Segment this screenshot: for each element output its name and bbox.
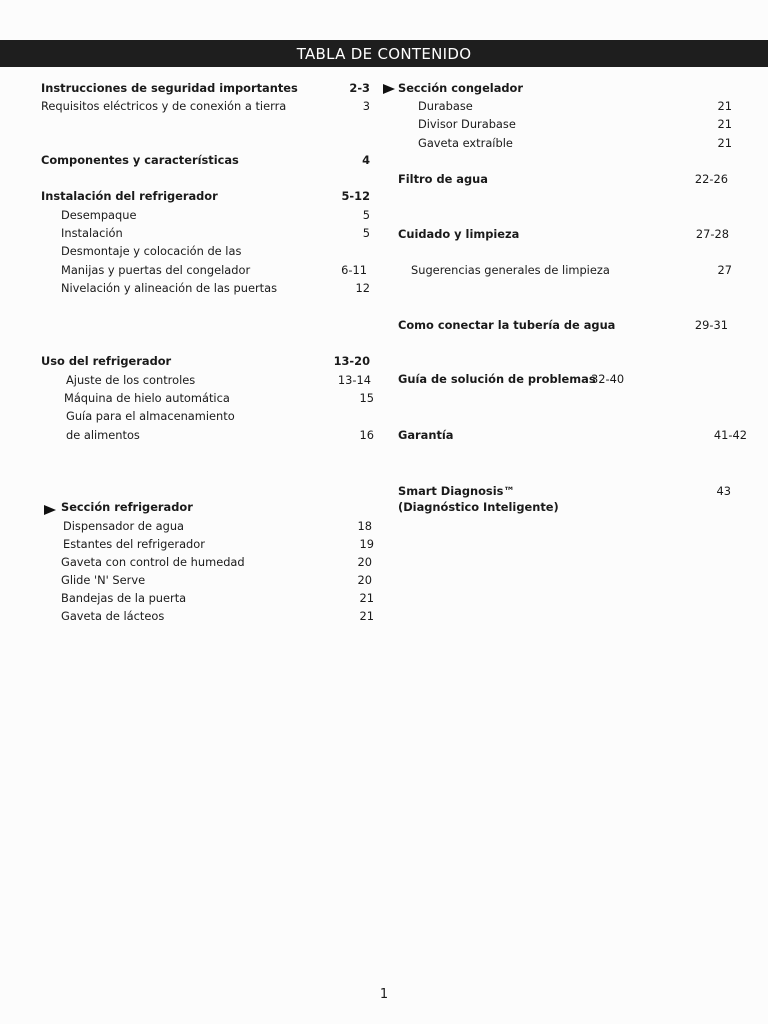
toc-page-tuberia: 29-31 (694, 318, 728, 332)
toc-entry-seccion-refrigerador[interactable]: Sección refrigerador (61, 500, 193, 514)
toc-page-instalacion: 5-12 (341, 189, 370, 203)
toc-page-instalacion-sub: 5 (362, 226, 370, 240)
page-title: TABLA DE CONTENIDO (0, 40, 768, 67)
toc-page-lacteos: 21 (359, 609, 374, 623)
toc-page-problemas: 32-40 (591, 372, 625, 386)
toc-entry-instalacion-sub[interactable]: Instalación (61, 226, 123, 240)
toc-page-bandejas: 21 (359, 591, 374, 605)
toc-page-ajuste: 13-14 (337, 373, 371, 387)
toc-page-estantes: 19 (359, 537, 374, 551)
toc-page-componentes: 4 (362, 153, 370, 167)
toc-entry-desmontaje-line1[interactable]: Desmontaje y colocación de las (61, 244, 242, 258)
toc-entry-dispensador[interactable]: Dispensador de agua (63, 519, 185, 533)
toc-entry-instalacion[interactable]: Instalación del refrigerador (41, 189, 218, 203)
toc-page-gaveta-humedad: 20 (357, 555, 372, 569)
toc-entry-durabase[interactable]: Durabase (418, 99, 473, 113)
toc-entry-guia-line2[interactable]: de alimentos (66, 428, 140, 442)
toc-entry-garantia[interactable]: Garantía (398, 428, 454, 442)
toc-entry-glide[interactable]: Glide 'N' Serve (61, 573, 146, 587)
toc-entry-desmontaje-line2[interactable]: Manijas y puertas del congelador (61, 263, 251, 277)
toc-entry-componentes[interactable]: Componentes y características (41, 153, 239, 167)
toc-page-divisor: 21 (717, 117, 732, 131)
toc-entry-lacteos[interactable]: Gaveta de lácteos (61, 609, 165, 623)
toc-page-gaveta-extraible: 21 (717, 136, 732, 150)
toc-entry-guia-line1[interactable]: Guía para el almacenamiento (66, 409, 235, 423)
toc-entry-bandejas[interactable]: Bandejas de la puerta (61, 591, 187, 605)
toc-entry-seccion-congelador[interactable]: Sección congelador (398, 81, 523, 95)
toc-entry-gaveta-extraible[interactable]: Gaveta extraíble (418, 136, 513, 150)
toc-entry-filtro[interactable]: Filtro de agua (398, 172, 488, 186)
toc-entry-problemas[interactable]: Guía de solución de problemas (398, 372, 596, 386)
toc-page-guia: 16 (359, 428, 374, 442)
toc-page-cuidado: 27-28 (695, 227, 729, 241)
page-number: 1 (379, 987, 389, 1002)
toc-page-hielo: 15 (359, 391, 374, 405)
toc-page-seguridad: 2-3 (349, 81, 370, 95)
toc-entry-requisitos[interactable]: Requisitos eléctricos y de conexión a tierra (41, 99, 287, 113)
toc-page-smart: 43 (716, 484, 731, 498)
toc-entry-smart-line1[interactable]: Smart Diagnosis™ (398, 484, 515, 498)
toc-page-durabase: 21 (717, 99, 732, 113)
toc-entry-ajuste[interactable]: Ajuste de los controles (66, 373, 196, 387)
toc-entry-sugerencias[interactable]: Sugerencias generales de limpieza (411, 263, 610, 277)
toc-page-uso: 13-20 (333, 354, 370, 368)
toc-page-nivelacion: 12 (355, 281, 370, 295)
toc-page-desempaque: 5 (362, 208, 370, 222)
toc-entry-estantes[interactable]: Estantes del refrigerador (63, 537, 205, 551)
toc-entry-gaveta-humedad[interactable]: Gaveta con control de humedad (61, 555, 245, 569)
toc-entry-uso[interactable]: Uso del refrigerador (41, 354, 172, 368)
toc-entry-smart-line2[interactable]: (Diagnóstico Inteligente) (398, 500, 559, 514)
toc-entry-tuberia[interactable]: Como conectar la tubería de agua (398, 318, 616, 332)
toc-page-glide: 20 (357, 573, 372, 587)
arrow-right-icon (44, 505, 56, 515)
toc-page-requisitos: 3 (362, 99, 370, 113)
toc-entry-nivelacion[interactable]: Nivelación y alineación de las puertas (61, 281, 278, 295)
toc-entry-desempaque[interactable]: Desempaque (61, 208, 137, 222)
arrow-right-icon (383, 84, 395, 94)
toc-page-dispensador: 18 (357, 519, 372, 533)
toc-entry-cuidado[interactable]: Cuidado y limpieza (398, 227, 520, 241)
toc-page-sugerencias: 27 (717, 263, 732, 277)
toc-entry-divisor[interactable]: Divisor Durabase (418, 117, 516, 131)
toc-page-filtro: 22-26 (694, 172, 728, 186)
toc-page-garantia: 41-42 (713, 428, 747, 442)
toc-entry-hielo[interactable]: Máquina de hielo automática (64, 391, 230, 405)
toc-page-desmontaje: 6-11 (341, 263, 367, 277)
toc-entry-seguridad[interactable]: Instrucciones de seguridad importantes (41, 81, 298, 95)
